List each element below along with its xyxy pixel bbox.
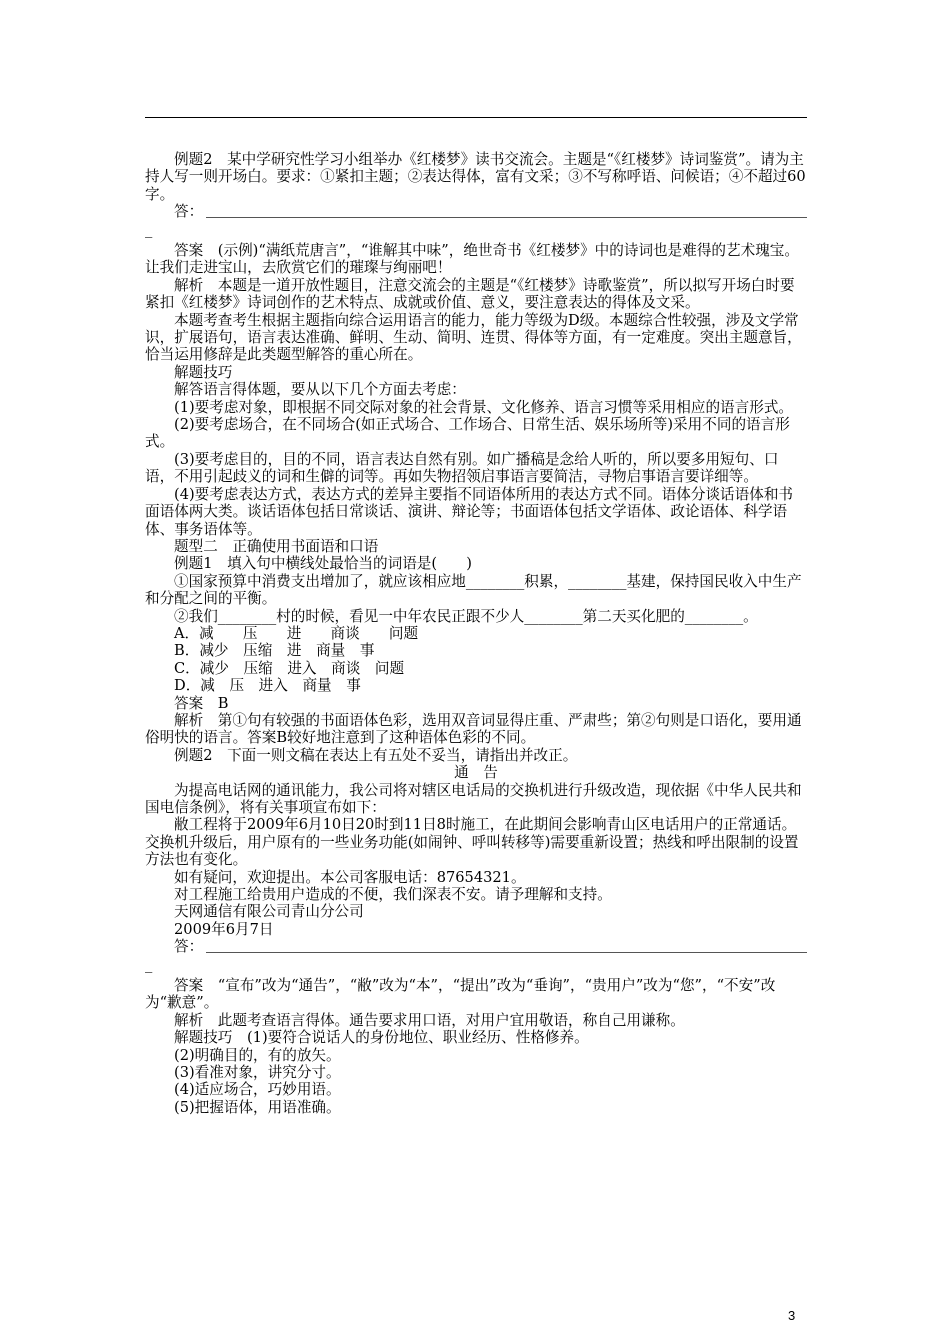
answer-label: 答： bbox=[174, 203, 204, 221]
paragraph: (1)要考虑对象，即根据不同交际对象的社会背景、文化修养、语言习惯等采用相应的语言形式。 bbox=[174, 398, 794, 416]
paragraph: 例题2 下面一则文稿在表达上有五处不妥当，请指出并改正。 bbox=[174, 746, 578, 764]
paragraph: B．减少 压缩 进 商量 事 bbox=[174, 642, 375, 660]
paragraph: (2)要考虑场合，在不同场合(如正式场合、工作场合、日常生活、娱乐场所等)采用不同的语言形式。 bbox=[145, 416, 790, 451]
answer-blank-line bbox=[206, 217, 807, 218]
paragraph: 2009年6月7日 bbox=[174, 920, 274, 938]
paragraph: C．减少 压缩 进入 商谈 问题 bbox=[174, 659, 405, 677]
paragraph: 例题2 某中学研究性学习小组举办《红楼梦》读书交流会。主题是“《红楼梦》诗词鉴赏”。请为主持人写一则开场白。要求：①紧扣主题；②表达得体，富有文采；③不写称呼语、问候语；④不超过60字。 bbox=[145, 151, 806, 203]
paragraph: 本题考查考生根据主题指向综合运用语言的能力，能力等级为D级。本题综合性较强，涉及文学常识，扩展语句，语言表达准确、鲜明、生动、简明、连贯、得体等方面，有一定难度。突出主题意旨，恰当运用修辞是此类题型解答的重心所在。 bbox=[145, 311, 802, 364]
paragraph: 答案 “宣布”改为“通告”，“敝”改为“本”，“提出”改为“垂询”，“贵用户”改为“您”，“不安”改为“歉意”。 bbox=[145, 977, 776, 1012]
document-body bbox=[145, 151, 807, 1116]
answer-blank-line bbox=[206, 952, 807, 953]
paragraph: 解析 此题考查语言得体。通告要求用口语，对用户宜用敬语，称自己用谦称。 bbox=[174, 1011, 685, 1029]
paragraph: D．减 压 进入 商量 事 bbox=[174, 677, 361, 695]
paragraph: 为提高电话网的通讯能力，我公司将对辖区电话局的交换机进行升级改造，现依据《中华人民共和国电信条例》，将有关事项宣布如下： bbox=[145, 781, 802, 816]
paragraph: 答案 B bbox=[174, 694, 229, 712]
paragraph: 解题技巧 bbox=[174, 363, 233, 381]
paragraph: (4)要考虑表达方式，表达方式的差异主要指不同语体所用的表达方式不同。语体分谈话语体和书面语体两大类。谈话语体包括日常谈话、演讲、辩论等；书面语体包括文学语体、政论语体、科学语体、事务语体等。 bbox=[145, 485, 794, 538]
paragraph: ②我们________村的时候，看见一中年农民正跟不少人________第二天买化肥的________。 bbox=[174, 607, 758, 625]
answer-line bbox=[145, 938, 807, 955]
paragraph: (3)看准对象，讲究分寸。 bbox=[174, 1064, 341, 1082]
paragraph: 解答语言得体题，要从以下几个方面去考虑： bbox=[174, 381, 466, 399]
paragraph: 如有疑问，欢迎提出。本公司客服电话：87654321。 bbox=[174, 868, 526, 886]
line-continuation-mark: _ bbox=[145, 955, 153, 973]
paragraph: 例题1 填入句中横线处最恰当的词语是( ) bbox=[174, 555, 472, 573]
paragraph: 对工程施工给贵用户造成的不便，我们深表不安。请予理解和支持。 bbox=[174, 886, 612, 904]
paragraph: ①国家预算中消费支出增加了，就应该相应地________积累，________基建，保持国民收入中生产和分配之间的平衡。 bbox=[145, 572, 802, 608]
paragraph: 题型二 正确使用书面语和口语 bbox=[174, 537, 379, 555]
line-continuation-mark: _ bbox=[145, 220, 153, 238]
paragraph: 解析 本题是一道开放性题目，注意交流会的主题是“《红楼梦》诗歌鉴赏”，所以拟写开场白时要紧扣《红楼梦》诗词创作的艺术特点、成就或价值、意义，要注意表达的得体及文采。 bbox=[145, 276, 795, 312]
paragraph: A．减 压 进 商谈 问题 bbox=[174, 624, 419, 642]
paragraph: (5)把握语体，用语准确。 bbox=[174, 1098, 341, 1116]
answer-label: 答： bbox=[174, 938, 204, 956]
paragraph: (2)明确目的，有的放矢。 bbox=[174, 1046, 341, 1064]
page-number: 3 bbox=[788, 1308, 796, 1323]
header-rule bbox=[145, 117, 807, 118]
paragraph: (3)要考虑目的，目的不同，语言表达自然有别。如广播稿是念给人听的，所以要多用短句、口语，不用引起歧义的词和生僻的词等。再如失物招领启事语言要简洁，寻物启事语言要详细等。 bbox=[145, 450, 779, 486]
paragraph: 解析 第①句有较强的书面语体色彩，选用双音词显得庄重、严肃些；第②句则是口语化，要用通俗明快的语言。答案B较好地注意到了这种语体色彩的不同。 bbox=[145, 711, 802, 747]
paragraph: 敝工程将于2009年6月10日20时到11日8时施工，在此期间会影响青山区电话用户的正常通话。交换机升级后，用户原有的一些业务功能(如闹钟、呼叫转移等)需要重新设置；热线和呼出限制的设置方法也有变化。 bbox=[145, 816, 799, 869]
paragraph: 解题技巧 (1)要符合说话人的身份地位、职业经历、性格修养。 bbox=[174, 1029, 589, 1047]
notice-title: 通 告 bbox=[454, 764, 498, 782]
paragraph: (4)适应场合，巧妙用语。 bbox=[174, 1081, 341, 1099]
answer-line bbox=[145, 203, 807, 220]
paragraph: 天网通信有限公司青山分公司 bbox=[174, 903, 364, 921]
paragraph: 答案 (示例)“满纸荒唐言”，“谁解其中味”，绝世奇书《红楼梦》中的诗词也是难得的艺术瑰宝。让我们走进宝山，去欣赏它们的璀璨与绚丽吧！ bbox=[145, 242, 799, 277]
